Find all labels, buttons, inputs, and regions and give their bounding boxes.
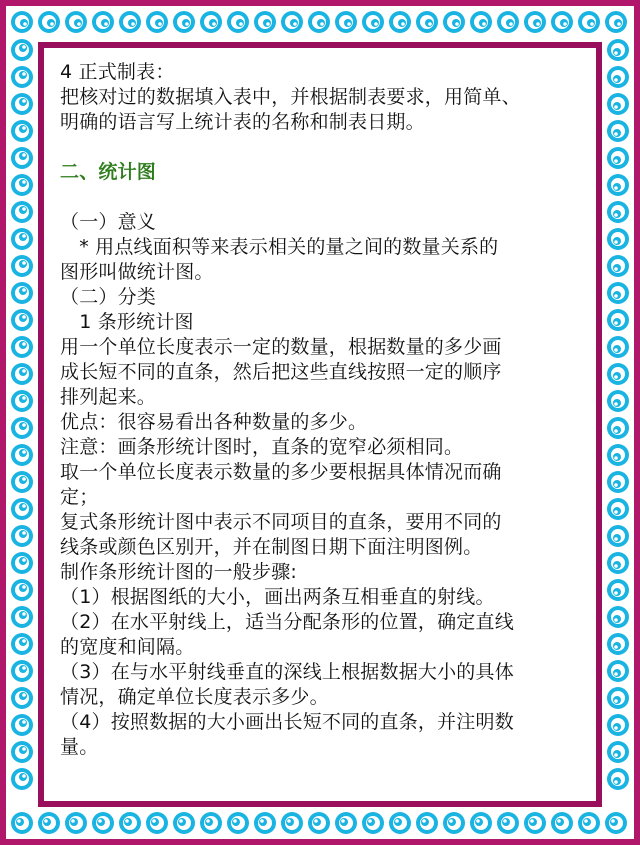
blank-line (60, 135, 580, 160)
text-line: （一）意义 (60, 211, 157, 233)
scroll-ornament-icon (607, 471, 629, 493)
scroll-ornament-icon (443, 11, 465, 33)
scroll-ornament-icon (578, 11, 600, 33)
scroll-ornament-icon (119, 812, 141, 834)
text-line: 的宽度和间隔。 (60, 636, 195, 658)
scroll-ornament-icon (254, 11, 276, 33)
text-line: 定； (60, 486, 99, 508)
scroll-ornament-icon (607, 228, 629, 250)
scroll-ornament-icon (227, 11, 249, 33)
scroll-ornament-icon (607, 687, 629, 709)
scroll-ornament-icon (200, 812, 222, 834)
scroll-ornament-icon (11, 606, 33, 628)
text-line: 排列起来。 (60, 386, 157, 408)
scroll-ornament-icon (607, 147, 629, 169)
scroll-ornament-icon (11, 714, 33, 736)
scroll-ornament-icon (607, 633, 629, 655)
text-line: （4）按照数据的大小画出长短不同的直条，并注明数 (60, 711, 514, 733)
scroll-ornament-icon (607, 714, 629, 736)
body-text (60, 60, 580, 760)
scroll-ornament-icon (65, 11, 87, 33)
scroll-ornament-icon (607, 255, 629, 277)
scroll-ornament-icon (607, 201, 629, 223)
scroll-ornament-icon (443, 812, 465, 834)
blank-line (60, 185, 580, 210)
scroll-ornament-icon (92, 812, 114, 834)
scroll-ornament-icon (173, 812, 195, 834)
text-line: （3）在与水平射线垂直的深线上根据数据大小的具体 (60, 661, 514, 683)
scroll-ornament-icon (607, 417, 629, 439)
text-line: 把核对过的数据填入表中，并根据制表要求，用简单、 (60, 86, 521, 108)
text-line: 注意：画条形统计图时，直条的宽窄必须相同。 (60, 436, 464, 458)
scroll-ornament-icon (11, 812, 33, 834)
scroll-ornament-icon (11, 660, 33, 682)
scroll-ornament-icon (607, 741, 629, 763)
scroll-ornament-icon (416, 11, 438, 33)
text-line: （1）根据图纸的大小，画出两条互相垂直的射线。 (60, 586, 495, 608)
scroll-ornament-icon (11, 11, 33, 33)
scroll-ornament-icon (362, 11, 384, 33)
scroll-ornament-icon (281, 11, 303, 33)
scroll-ornament-icon (11, 768, 33, 790)
scroll-ornament-icon (362, 812, 384, 834)
scroll-ornament-icon (11, 309, 33, 331)
scroll-ornament-icon (11, 741, 33, 763)
scroll-ornament-icon (335, 812, 357, 834)
scroll-ornament-icon (607, 66, 629, 88)
text-line: 明确的语言写上统计表的名称和制表日期。 (60, 111, 425, 133)
text-line: 用一个单位长度表示一定的数量，根据数量的多少画 (60, 336, 502, 358)
scroll-ornament-icon (11, 147, 33, 169)
scroll-ornament-icon (92, 11, 114, 33)
scroll-ornament-icon (11, 93, 33, 115)
scroll-ornament-icon (607, 336, 629, 358)
scroll-ornament-icon (11, 66, 33, 88)
scroll-ornament-icon (607, 579, 629, 601)
scroll-ornament-icon (551, 812, 573, 834)
scroll-ornament-icon (578, 812, 600, 834)
text-line: * 用点线面积等来表示相关的量之间的数量关系的 (60, 236, 499, 258)
scroll-ornament-icon (607, 309, 629, 331)
scroll-ornament-icon (308, 812, 330, 834)
scroll-ornament-icon (11, 444, 33, 466)
scroll-ornament-icon (607, 552, 629, 574)
scroll-ornament-icon (173, 11, 195, 33)
scroll-ornament-icon (11, 39, 33, 61)
scroll-ornament-icon (119, 11, 141, 33)
text-line: （2）在水平射线上，适当分配条形的位置，确定直线 (60, 611, 514, 633)
scroll-ornament-icon (335, 11, 357, 33)
scroll-ornament-icon (254, 812, 276, 834)
scroll-ornament-icon (308, 11, 330, 33)
text-line: 制作条形统计图的一般步骤: (60, 561, 298, 583)
scroll-ornament-icon (11, 579, 33, 601)
scroll-ornament-icon (11, 120, 33, 142)
scroll-ornament-icon (11, 552, 33, 574)
scroll-ornament-icon (38, 812, 60, 834)
scroll-ornament-icon (605, 812, 627, 834)
section-heading: 二、统计图 (60, 161, 157, 183)
scroll-ornament-icon (11, 201, 33, 223)
scroll-ornament-icon (11, 471, 33, 493)
scroll-ornament-icon (11, 336, 33, 358)
scroll-ornament-icon (607, 768, 629, 790)
scroll-ornament-icon (607, 660, 629, 682)
text-line: 情况，确定单位长度表示多少。 (60, 686, 329, 708)
text-line: 图形叫做统计图。 (60, 261, 214, 283)
text-line: 取一个单位长度表示数量的多少要根据具体情况而确 (60, 461, 502, 483)
scroll-ornament-icon (497, 11, 519, 33)
scroll-ornament-icon (11, 255, 33, 277)
scroll-ornament-icon (389, 11, 411, 33)
scroll-ornament-icon (227, 812, 249, 834)
scroll-ornament-icon (524, 11, 546, 33)
scroll-ornament-icon (524, 812, 546, 834)
scroll-ornament-icon (146, 11, 168, 33)
scroll-ornament-icon (607, 120, 629, 142)
scroll-ornament-icon (607, 606, 629, 628)
scroll-ornament-icon (38, 11, 60, 33)
text-line: 4 正式制表： (60, 61, 175, 83)
scroll-ornament-icon (607, 525, 629, 547)
scroll-ornament-icon (11, 525, 33, 547)
scroll-ornament-icon (605, 11, 627, 33)
scroll-ornament-icon (470, 812, 492, 834)
scroll-ornament-icon (470, 11, 492, 33)
scroll-ornament-icon (607, 444, 629, 466)
text-line: 1 条形统计图 (60, 311, 194, 333)
scroll-ornament-icon (607, 390, 629, 412)
scroll-ornament-icon (11, 363, 33, 385)
scroll-ornament-icon (416, 812, 438, 834)
scroll-ornament-icon (11, 390, 33, 412)
scroll-ornament-icon (11, 687, 33, 709)
scroll-ornament-icon (11, 417, 33, 439)
scroll-ornament-icon (607, 498, 629, 520)
scroll-ornament-icon (146, 812, 168, 834)
scroll-ornament-icon (11, 282, 33, 304)
text-line: 量。 (60, 736, 99, 758)
text-line: 成长短不同的直条，然后把这些直线按照一定的顺序 (60, 361, 502, 383)
scroll-ornament-icon (607, 39, 629, 61)
scroll-ornament-icon (11, 633, 33, 655)
text-line: 线条或颜色区别开，并在制图日期下面注明图例。 (60, 536, 483, 558)
text-line: 复式条形统计图中表示不同项目的直条，要用不同的 (60, 511, 502, 533)
scroll-ornament-icon (607, 93, 629, 115)
scroll-ornament-icon (607, 363, 629, 385)
scroll-ornament-icon (551, 11, 573, 33)
scroll-ornament-icon (11, 498, 33, 520)
scroll-ornament-icon (389, 812, 411, 834)
scroll-ornament-icon (11, 174, 33, 196)
scroll-ornament-icon (607, 174, 629, 196)
scroll-ornament-icon (497, 812, 519, 834)
text-line: 优点：很容易看出各种数量的多少。 (60, 411, 368, 433)
scroll-ornament-icon (65, 812, 87, 834)
scroll-ornament-icon (281, 812, 303, 834)
scroll-ornament-icon (11, 228, 33, 250)
scroll-ornament-icon (607, 282, 629, 304)
content-panel (50, 54, 590, 795)
scroll-ornament-icon (200, 11, 222, 33)
text-line: （二）分类 (60, 286, 157, 308)
